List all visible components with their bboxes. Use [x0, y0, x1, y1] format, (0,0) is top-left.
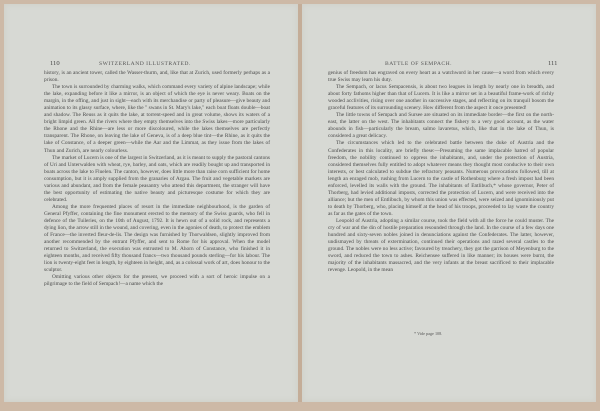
right-page — [302, 4, 596, 402]
running-head: BATTLE OF SEMPACH. — [385, 61, 453, 67]
footnote: * Vide page 108. — [414, 331, 443, 336]
body-text — [328, 70, 554, 274]
paragraph: The town is surrounded by charming walks, which command every variety of alpine landscape; while the lake, expanding before it like a mirror, is an object of which the eye is never weary. Boats on the margin, in the offing, and just in sight—each with its merchandise or party of pleasure—give beauty and animation to its glassy surface, where, like the " swans in St. Mary's lake," each boat floats double—boat and shadow. The Reuss as it quits the lake, at torrent-speed and in great volume, shows its waters of a bright limpid green. All the rivers where they empty themselves into the Swiss lakes—more particularly the Rhone and the Rhine—are less or more discoloured, while the lakes themselves are perfectly transparent. The Rhone, on leaving the lake of Geneva, is of a deep blue tint—the Rhine, as it quits the lake of Constance, of a deeper green—while the Aar and the Limmat, as they issue from the lakes of Thun and Zurich, are nearly colourless. — [44, 84, 270, 154]
paragraph: The Sempach, or lacus Sempacensis, is about two leagues in length by nearly one in breadth, and about forty fathoms higher than that of Lucern. It is like a mirror set in a beautiful frame-work of richly wooded acclivities, rising over one another in successive stages, and reflecting on its tranquil bosom the graceful features of its surrounding scenery. How different from the aspect it once presented! — [328, 84, 554, 112]
page-number: 111 — [548, 60, 558, 67]
paragraph: The circumstances which led to the celebrated battle between the duke of Austria and the Confederates in this locality, are briefly these:—Presuming the same implacable hatred of popular freedom, the nobility continued to oppress the inhabitants, and, under the protection of Austria, considered themselves fully entitled to adopt whatever means they thought most conducive to their own interests, or best calculated to subdue the refractory peasants. Numerous provocations followed, till at length an enraged mob, rushing from Lucern to the castle of Rothenburg where a fresh impost had been enforced, levelled its walls with the ground. The inhabitants of Entlibuch,* whose governor, Peter of Thorberg, had levied additional imposts, corrected the protection of Lucern, and were received into the alliance; but the men of Entlibuch, by whom this union was effected, were seized and ignominiously put to death by Thorberg, who, placing himself at the head of his troops, proceeded to lay waste the country as far as the gates of the town. — [328, 140, 554, 217]
paragraph: Leopold of Austria, adopting a similar course, took the field with all the force he could muster. The cry of war and the din of hostile preparation resounded through the land. In the course of a few days one hundred and sixty-seven nobles joined in denunciations against the Confederates. The latter, however, undismayed by threats of extermination, continued their operations and razed several castles to the ground. The nobles were no less active; favoured by treachery, they got the garrison of Meyenburg to the sword, and reduced the town to ashes. Reichensee suffered in like manner; its houses were burnt, the majority of the inhabitants massacred, and the very infants at the breast sacrificed to their implacable revenge. Leopold, in the mean — [328, 217, 554, 274]
paragraph: The little towns of Sempach and Sursee are situated on its immediate border—the first on the north-east, the latter on the west. The inhabitants connect the fishery to a very good account, as the water abounds in fish—particularly the bream, salmo lavaretus, which, like that in the lake of Thun, is considered a great delicacy. — [328, 112, 554, 140]
paragraph: Among the more frequented places of resort in the immediate neighbourhood, is the garden of General Pfyffer, containing the fine monument erected to the memory of the Swiss guards, who fell in defence of the Tuileries, on the 10th of August, 1792. It is hewn out of a solid rock, and represents a dying lion, the arrow still in the wound, and covering, even in the agonies of death, to protect the emblem of France—the inverted fleur-de-lis. The design was furnished by Thorwaldsen, slightly improved from another recommended by the entrant Pfyffer, and sent to Rome for his approval. When the model returned to Switzerland, the execution was entrusted to M. Ahorn of Constance, who finished it in eighteen months, and received fifty thousand francs—two thousand pounds sterling—for his labour. The lion is twenty-eight feet in length, by eighteen in height, and, as a colossal work of art, does honour to the sculptor. — [44, 203, 270, 274]
page-number: 110 — [50, 60, 60, 67]
paragraph: Omitting various other objects for the present, we proceed with a sort of heroic impulse on a pilgrimage to the field of Sempach!—a name which the — [44, 274, 270, 288]
paragraph: The market of Lucern is one of the largest in Switzerland, as it is meant to supply the pastoral cantons of Uri and Unterwalden with wheat, rye, barley, and oats, which are readily bought up and transported in boats across the lake to Fluelen. The canton, however, does little more than raise corn sufficient for home consumption, but it is amply supplied from the granaries of Argau. The fruit and vegetable markets are various and abundant, and from the female peasantry who attend this department, the stranger will have the best opportunity of estimating the native beauty and picturesque costume for which they are celebrated. — [44, 154, 270, 203]
paragraph: history, is an ancient tower, called the Wasser-thurm, and, like that at Zurich, used formerly perhaps as a prison. — [44, 70, 270, 84]
paragraph: genius of freedom has engraved on every heart as a watchword in her cause—a word from which every true Swiss may learn his duty. — [328, 70, 554, 84]
body-text — [44, 70, 270, 288]
left-page — [4, 4, 298, 402]
running-head: SWITZERLAND ILLUSTRATED. — [99, 61, 191, 67]
